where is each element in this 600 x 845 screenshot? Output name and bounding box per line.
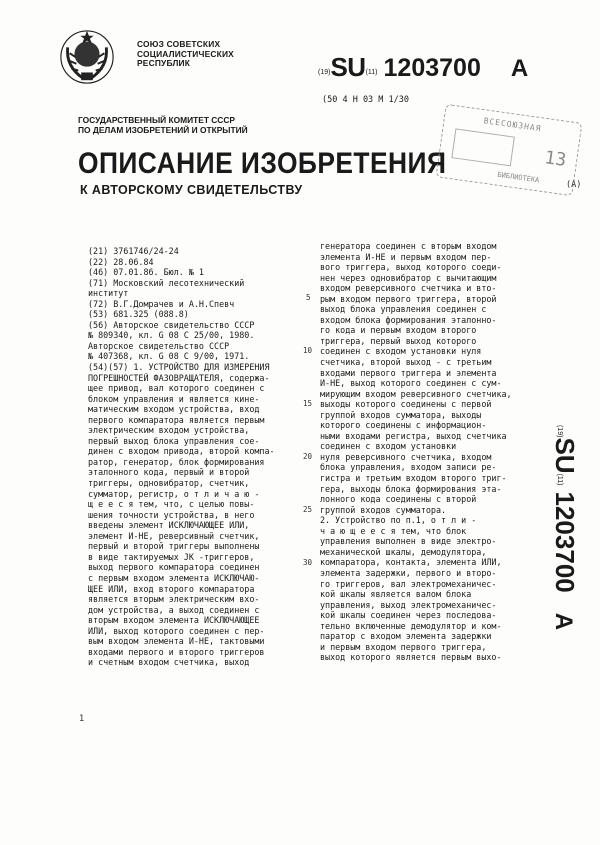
text-line: элемента И-НЕ и первым входом пер- bbox=[320, 251, 492, 262]
line-number: 25 bbox=[303, 505, 313, 514]
text-line: го триггеров, вал электромеханичес- bbox=[320, 578, 497, 589]
text-line: (53) 681.325 (088.8) bbox=[88, 309, 189, 320]
text-line: щее привод, вал которого соединен с bbox=[88, 383, 265, 394]
library-stamp bbox=[436, 104, 583, 196]
text-line: гистра и третьим входом второго триг- bbox=[320, 473, 507, 484]
line-number: 5 bbox=[306, 293, 311, 302]
committee-line: ПО ДЕЛАМ ИЗОБРЕТЕНИЙ И ОТКРЫТИЙ bbox=[78, 124, 248, 135]
text-line: эталонного кода, первый и второй bbox=[88, 467, 250, 478]
text-line: элемента задержки, первого и второ- bbox=[320, 567, 497, 578]
text-line: ИЛИ, выход которого соединен с пер- bbox=[88, 625, 265, 636]
line-number: 10 bbox=[303, 346, 313, 355]
text-line: соединен с входом установки нуля bbox=[320, 346, 482, 357]
text-line: рым входом первого триггера, второй bbox=[320, 293, 497, 304]
stamp-title: ВСЕСОЮЗНАЯ bbox=[483, 116, 542, 134]
ipc-classification: (50 4 Н 03 М 1/30 bbox=[322, 95, 409, 105]
text-line: гера, выходы блока формирования эта- bbox=[320, 483, 502, 494]
text-line: выход блока управления соединен с bbox=[320, 304, 487, 315]
side-country-code: SU bbox=[550, 437, 580, 474]
org-line: СОЦИАЛИСТИЧЕСКИХ bbox=[137, 48, 234, 59]
side-inid-code-11: (11) bbox=[556, 473, 563, 486]
stamp-label: БИБЛИОТЕКА bbox=[496, 170, 540, 185]
text-line: Авторское свидетельство СССР bbox=[88, 340, 230, 351]
text-line: институт bbox=[88, 288, 129, 299]
text-line: входом блока формирования эталонно- bbox=[320, 314, 497, 325]
stamp-box bbox=[451, 128, 515, 166]
text-line: с первым входом элемента ИСКЛЮЧАЮ- bbox=[88, 572, 260, 583]
side-patent-number: 1203700 bbox=[550, 491, 580, 593]
left-column-text bbox=[88, 246, 300, 668]
text-line: го кода и первым входом второго bbox=[320, 325, 477, 336]
side-kind-code: A bbox=[550, 612, 577, 631]
text-line: вторым входом элемента ИСКЛЮЧАЮЩЕЕ bbox=[88, 615, 260, 626]
text-line: механической шкалы, демодулятора, bbox=[320, 546, 487, 557]
text-line: компаратора, контакта, элемента ИЛИ, bbox=[320, 557, 502, 568]
patent-number-block bbox=[318, 52, 528, 83]
text-line: счетчика, второй выход - с третьим bbox=[320, 357, 492, 368]
kind-code: A bbox=[510, 55, 529, 82]
stamp-number: 13 bbox=[543, 147, 568, 171]
text-line: выходы которого соединены с первой bbox=[320, 399, 492, 410]
document-subtitle: К АВТОРСКОМУ СВИДЕТЕЛЬСТВУ bbox=[80, 183, 303, 197]
text-line: шения точности устройства, в него bbox=[88, 509, 255, 520]
text-line: мирующим входом реверсивного счетчика, bbox=[320, 388, 512, 399]
text-line: соединен с входом установки bbox=[320, 441, 457, 452]
inid-code-19: (19) bbox=[318, 69, 331, 76]
text-line: (21) 3761746/24-24 bbox=[88, 246, 179, 256]
text-line: (54)(57) 1. УСТРОЙСТВО ДЛЯ ИЗМЕРЕНИЯ bbox=[88, 362, 270, 373]
text-line: сумматор, регистр, о т л и ч а ю - bbox=[88, 488, 260, 499]
text-line: паратор с входом элемента задержки bbox=[320, 631, 492, 642]
text-line: триггеры, одновибратор, счетчик, bbox=[88, 478, 250, 489]
right-column-text bbox=[320, 241, 542, 663]
text-line: управления выполнен в виде электро- bbox=[320, 536, 497, 547]
text-line: нуля реверсивного счетчика, входом bbox=[320, 451, 492, 462]
line-number: 30 bbox=[303, 558, 313, 567]
text-line: № 407368, кл. G 08 С 9/00, 1971. bbox=[88, 351, 250, 362]
text-line: (71) Московский лесотехнический bbox=[88, 277, 245, 288]
text-line: группой входов сумматора. bbox=[320, 504, 447, 515]
text-line: ЩЕЕ ИЛИ, вход второго компаратора bbox=[88, 583, 255, 594]
text-line: лонного кода соединены с второй bbox=[320, 494, 477, 505]
text-line: (46) 07.01.86. Бюл. № 1 bbox=[88, 267, 204, 278]
text-line: (56) Авторское свидетельство СССР bbox=[88, 319, 255, 330]
text-line: в виде тактируемых ЈК -триггеров, bbox=[88, 551, 255, 562]
text-line: вого триггера, выход которого соеди- bbox=[320, 262, 502, 273]
text-line: является вторым электрическим вхо- bbox=[88, 594, 260, 605]
text-line: вым входом элемента И-НЕ, тактовыми bbox=[88, 636, 265, 647]
text-line: выход первого компаратора соединен bbox=[88, 562, 260, 573]
text-line: кой шкалы соединен через последова- bbox=[320, 610, 497, 621]
text-line: блока управления, входом записи ре- bbox=[320, 462, 497, 473]
text-line: элемент И-НЕ, реверсивный счетчик, bbox=[88, 530, 260, 541]
margin-mark: 1 bbox=[79, 714, 85, 724]
text-line: кой шкалы является валом блока bbox=[320, 589, 472, 600]
patent-number: 1203700 bbox=[383, 54, 481, 82]
text-line: И-НЕ, выход которого соединен с сум- bbox=[320, 378, 502, 389]
text-line: первого компаратора является первым bbox=[88, 414, 265, 425]
text-line: 2. Устройство по п.1, о т л и - bbox=[320, 515, 477, 526]
text-line: ратор, генератор, блок формирования bbox=[88, 456, 265, 467]
text-line: электрическим входом устройства, bbox=[88, 425, 250, 436]
text-line: выход которого является первым выхо- bbox=[320, 652, 502, 663]
text-line: группой входов сумматора, выходы bbox=[320, 409, 482, 420]
text-line: тельно включенные демодулятор и ком- bbox=[320, 620, 502, 631]
document-title: ОПИСАНИЕ ИЗОБРЕТЕНИЯ bbox=[78, 147, 447, 180]
text-line: первый и второй триггеры выполнены bbox=[88, 541, 260, 552]
line-number: 20 bbox=[303, 452, 313, 461]
text-line: входами первого и второго триггеров bbox=[88, 646, 265, 657]
committee-line: ГОСУДАРСТВЕННЫЙ КОМИТЕТ СССР bbox=[78, 115, 235, 125]
inid-code-11: (11) bbox=[365, 69, 378, 76]
text-line: блоком управления и является кине- bbox=[88, 393, 260, 404]
line-number: 15 bbox=[303, 399, 313, 408]
text-line: первый выход блока управления сое- bbox=[88, 435, 260, 446]
text-line: щ е е с я тем, что, с целью повы- bbox=[88, 499, 255, 510]
committee-name bbox=[78, 116, 248, 136]
text-line: которого соединены с информацион- bbox=[320, 420, 487, 431]
text-line: нен через одновибратор с вычитающим bbox=[320, 272, 497, 283]
text-line: ПОГРЕШНОСТЕЙ ФАЗОВРАЩАТЕЛЯ, содержа- bbox=[88, 372, 270, 383]
text-line: и счетным входом счетчика, выход bbox=[88, 657, 250, 668]
text-line: динен с входом привода, второй компа- bbox=[88, 446, 275, 457]
ussr-emblem-icon bbox=[58, 28, 116, 86]
org-line: СОЮЗ СОВЕТСКИХ bbox=[137, 39, 221, 49]
text-line: генератора соединен с вторым входом bbox=[320, 241, 497, 251]
text-line: управления, выход электромеханичес- bbox=[320, 599, 497, 610]
side-inid-code-19: (19) bbox=[556, 425, 563, 438]
org-line: РЕСПУБЛИК bbox=[137, 58, 191, 69]
margin-mark: (A) bbox=[566, 180, 582, 190]
text-line: введены элемент ИСКЛЮЧАЮЩЕЕ ИЛИ, bbox=[88, 520, 250, 531]
text-line: и первым входом первого триггера, bbox=[320, 641, 487, 652]
text-line: триггера, первый выход которого bbox=[320, 335, 477, 346]
country-code: SU bbox=[330, 52, 366, 82]
text-line: дом устройства, а выход соединен с bbox=[88, 604, 260, 615]
text-line: ными входами регистра, выход счетчика bbox=[320, 430, 507, 441]
text-line: ч а ю щ е е с я тем, что блок bbox=[320, 525, 467, 536]
text-line: (22) 28.06.84 bbox=[88, 256, 154, 267]
side-patent-number bbox=[548, 425, 584, 725]
text-line: № 809340, кл. G 08 С 25/00, 1980. bbox=[88, 330, 255, 341]
organization-name bbox=[137, 40, 234, 69]
text-line: матическим входом устройства, вход bbox=[88, 404, 260, 415]
text-line: входом реверсивного счетчика и вто- bbox=[320, 283, 497, 294]
text-line: (72) В.Г.Домрачев и А.Н.Спевч bbox=[88, 298, 235, 309]
text-line: входами первого триггера и элемента bbox=[320, 367, 497, 378]
